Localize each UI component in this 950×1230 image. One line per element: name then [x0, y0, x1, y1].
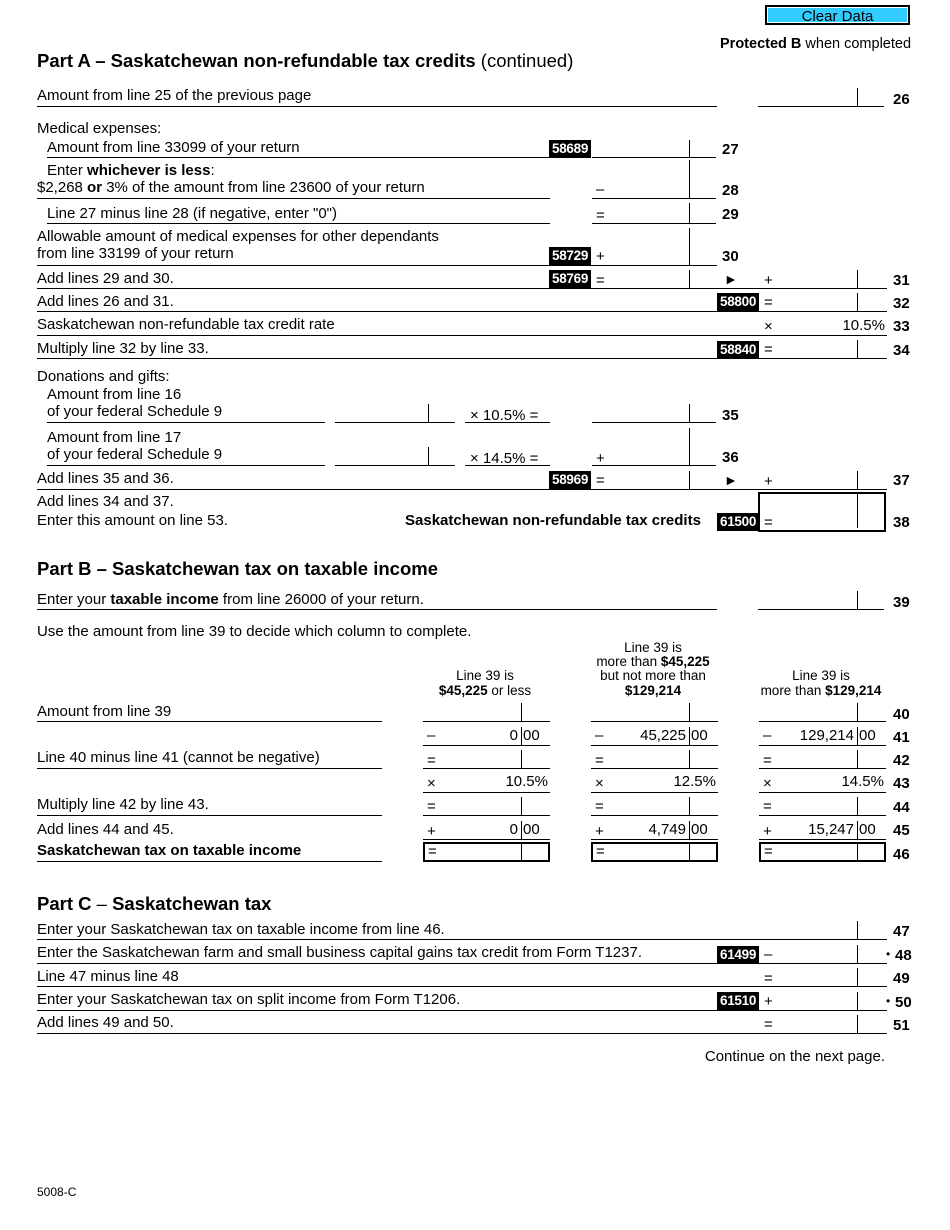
col3-line44-equals: =	[763, 798, 772, 815]
line33-label: Saskatchewan non-refundable tax credit rate	[37, 316, 335, 333]
line37-amount-input[interactable]	[778, 471, 860, 491]
line26-label: Amount from line 25 of the previous page	[37, 87, 312, 104]
col2-line45-dollars: 4,749	[648, 821, 686, 838]
col3-line43-times: ×	[763, 775, 772, 792]
line33-times-sign: ×	[764, 318, 773, 335]
col2-heading-2: more than $45,225	[596, 654, 710, 669]
col1-line41-cents: 00	[523, 727, 540, 744]
col1-line42-input[interactable]	[440, 750, 524, 770]
line-number-39: 39	[893, 594, 910, 611]
line37-subtotal-input[interactable]	[610, 471, 692, 491]
code-58969: 58969	[549, 471, 591, 489]
line-number-31: 31	[893, 272, 910, 289]
code-58729: 58729	[549, 247, 591, 265]
line38-amount-input[interactable]	[778, 506, 860, 528]
line30-label-1: Allowable amount of medical expenses for other dependants	[37, 228, 439, 245]
line47-amount-input[interactable]	[778, 921, 860, 941]
col1-line43-times: ×	[427, 775, 436, 792]
line37-label: Add lines 35 and 36.	[37, 470, 174, 487]
line-number-38: 38	[893, 514, 910, 531]
line-number-42: 42	[893, 752, 910, 769]
line39-label: Enter your taxable income from line 26000 of your return.	[37, 591, 424, 608]
continue-next-page: Continue on the next page.	[704, 1048, 885, 1065]
col1-heading-1: Line 39 is	[456, 668, 514, 683]
line36-plus-sign: +	[596, 450, 605, 467]
line49-amount-input[interactable]	[778, 968, 860, 988]
part-b-title: Part B – Saskatchewan tax on taxable income	[37, 558, 438, 579]
part-a-title: Part A – Saskatchewan non-refundable tax credits (continued)	[37, 50, 574, 71]
line-number-26: 26	[893, 91, 910, 108]
line35-amount-input[interactable]	[594, 404, 692, 424]
code-61499: 61499	[717, 946, 759, 964]
line-number-43: 43	[893, 775, 910, 792]
col3-heading-2: more than $129,214	[760, 683, 882, 698]
line37-plus-sign: +	[764, 473, 773, 490]
line37-arrow-icon: ►	[724, 472, 738, 488]
col2-line44-equals: =	[595, 798, 604, 815]
line40-label: Amount from line 39	[37, 703, 172, 720]
line32-equals-sign: =	[764, 294, 773, 311]
line31-arrow-icon: ►	[724, 271, 738, 287]
col1-line46-equals: =	[428, 843, 437, 860]
line-number-40: 40	[893, 706, 910, 723]
code-58769: 58769	[549, 270, 591, 288]
line28-minus-sign: –	[596, 181, 605, 198]
col2-heading-4: $129,214	[624, 683, 682, 698]
line28-label-1: Enter whichever is less:	[47, 162, 215, 179]
line36-rate: × 14.5% =	[470, 450, 539, 467]
form-number: 5008-C	[37, 1185, 77, 1199]
col3-line41-cents: 00	[859, 727, 876, 744]
line46-label: Saskatchewan tax on taxable income	[37, 842, 302, 859]
col3-line41-minus: –	[763, 727, 772, 744]
line36-label-2: of your federal Schedule 9	[47, 446, 223, 463]
line-number-48: 48	[895, 947, 912, 964]
col2-line45-plus: +	[595, 823, 604, 840]
line29-equals-sign: =	[596, 207, 605, 224]
line36-federal-amount-input[interactable]	[337, 447, 431, 467]
col1-line43-rate: 10.5%	[505, 773, 548, 790]
line-number-49: 49	[893, 970, 910, 987]
col2-line42-input[interactable]	[608, 750, 692, 770]
line-number-47: 47	[893, 923, 910, 940]
line42-label: Line 40 minus line 41 (cannot be negative)	[37, 749, 320, 766]
line38-label-2: Enter this amount on line 53.	[37, 512, 228, 529]
line-number-34: 34	[893, 342, 910, 359]
line31-subtotal-input[interactable]	[610, 270, 692, 290]
line-number-45: 45	[893, 822, 910, 839]
col1-heading-2: $45,225 or less	[438, 683, 532, 698]
col1-line44-input[interactable]	[440, 797, 524, 817]
col3-line40-input[interactable]	[761, 703, 860, 723]
part-b-instruction: Use the amount from line 39 to decide which column to complete.	[37, 623, 472, 640]
line32-label: Add lines 26 and 31.	[37, 293, 174, 310]
line34-equals-sign: =	[764, 341, 773, 358]
line35-label-2: of your federal Schedule 9	[47, 403, 223, 420]
col3-line45-plus: +	[763, 823, 772, 840]
line-number-44: 44	[893, 799, 910, 816]
col1-line41-dollars: 0	[509, 727, 518, 744]
line34-amount-input[interactable]	[778, 340, 860, 360]
col2-heading-3: but not more than	[600, 668, 706, 683]
line-number-33: 33	[893, 318, 910, 335]
line-number-28: 28	[722, 182, 739, 199]
line31-label: Add lines 29 and 30.	[37, 270, 174, 287]
col3-line46-input[interactable]	[776, 844, 860, 861]
line-number-41: 41	[893, 729, 910, 746]
col3-line43-rate: 14.5%	[841, 773, 884, 790]
line48-amount-input[interactable]	[778, 945, 860, 965]
line50-label: Enter your Saskatchewan tax on split income from Form T1206.	[37, 991, 461, 1008]
col2-line42-equals: =	[595, 752, 604, 769]
line-number-36: 36	[722, 449, 739, 466]
col1-line45-plus: +	[427, 823, 436, 840]
col2-line45-cents: 00	[691, 821, 708, 838]
col2-line43-rate: 12.5%	[673, 773, 716, 790]
line27-label: Amount from line 33099 of your return	[47, 139, 300, 156]
line38-total-label: Saskatchewan non-refundable tax credits	[405, 512, 701, 529]
line50-plus-sign: +	[764, 993, 773, 1010]
line50-amount-input[interactable]	[778, 992, 860, 1012]
line48-bullet-icon: •	[886, 947, 891, 961]
line37-equals-sign: =	[596, 472, 605, 489]
line30-plus-sign: +	[596, 248, 605, 265]
col1-line45-cents: 00	[523, 821, 540, 838]
line-number-50: 50	[895, 994, 912, 1011]
line30-label-2: from line 33199 of your return	[37, 245, 234, 262]
line45-label: Add lines 44 and 45.	[37, 821, 174, 838]
line-number-29: 29	[722, 206, 739, 223]
line-number-35: 35	[722, 407, 739, 424]
line44-label: Multiply line 42 by line 43.	[37, 796, 209, 813]
line32-amount-input[interactable]	[778, 293, 860, 313]
col2-line41-cents: 00	[691, 727, 708, 744]
protected-b-notice	[720, 36, 911, 52]
code-58689: 58689	[549, 140, 591, 158]
line38-equals-sign: =	[764, 514, 773, 531]
col3-line45-dollars: 15,247	[808, 821, 854, 838]
line31-equals-sign: =	[596, 272, 605, 289]
col1-line42-equals: =	[427, 752, 436, 769]
line51-equals-sign: =	[764, 1016, 773, 1033]
line50-bullet-icon: •	[886, 994, 891, 1008]
medical-expenses-heading: Medical expenses:	[37, 120, 162, 137]
line48-minus-sign: –	[764, 946, 773, 963]
protected-suffix: when completed	[801, 36, 912, 52]
col3-line46-equals: =	[764, 843, 773, 860]
col3-line41-dollars: 129,214	[799, 727, 854, 744]
line36-label-1: Amount from line 17	[47, 429, 182, 446]
col3-line44-input[interactable]	[776, 797, 860, 817]
line26-amount-input[interactable]	[760, 88, 860, 108]
col1-line45-dollars: 0	[509, 821, 518, 838]
line-number-32: 32	[893, 295, 910, 312]
code-58840: 58840	[717, 341, 759, 359]
line49-label: Line 47 minus line 48	[37, 968, 179, 985]
col2-heading-1: Line 39 is	[624, 640, 682, 655]
col3-line42-input[interactable]	[776, 750, 860, 770]
code-61510: 61510	[717, 992, 759, 1010]
code-58800: 58800	[717, 293, 759, 311]
col2-line46-input[interactable]	[608, 844, 692, 861]
line31-amount-input[interactable]	[778, 270, 860, 290]
col1-line41-minus: –	[427, 727, 436, 744]
col2-line40-input[interactable]	[593, 703, 692, 723]
line35-federal-amount-input[interactable]	[337, 404, 431, 424]
line-number-30: 30	[722, 248, 739, 265]
line30-amount-input[interactable]	[610, 247, 692, 267]
col1-line40-input[interactable]	[425, 703, 524, 723]
line47-label: Enter your Saskatchewan tax on taxable income from line 46.	[37, 921, 445, 938]
donations-heading: Donations and gifts:	[37, 368, 170, 385]
col2-line43-times: ×	[595, 775, 604, 792]
line-number-27: 27	[722, 141, 739, 158]
line39-amount-input[interactable]	[760, 591, 860, 611]
col1-line44-equals: =	[427, 798, 436, 815]
col2-line44-input[interactable]	[608, 797, 692, 817]
line31-plus-sign: +	[764, 272, 773, 289]
line36-amount-input[interactable]	[610, 447, 692, 467]
col3-line42-equals: =	[763, 752, 772, 769]
code-61500: 61500	[717, 513, 759, 531]
line35-label-1: Amount from line 16	[47, 386, 182, 403]
protected-b-label: Protected B	[720, 36, 802, 52]
col2-line41-dollars: 45,225	[640, 727, 686, 744]
col2-line46-equals: =	[596, 843, 605, 860]
col2-line41-minus: –	[595, 727, 604, 744]
line38-label-1: Add lines 34 and 37.	[37, 493, 174, 510]
clear-data-button[interactable]: Clear Data	[765, 5, 910, 25]
line29-label: Line 27 minus line 28 (if negative, enter "0")	[47, 205, 337, 222]
line51-amount-input[interactable]	[778, 1015, 860, 1035]
line51-label: Add lines 49 and 50.	[37, 1014, 174, 1031]
line-number-51: 51	[893, 1017, 910, 1034]
line-number-37: 37	[893, 472, 910, 489]
line49-equals-sign: =	[764, 970, 773, 987]
line28-label-2: $2,268 or 3% of the amount from line 23600 of your return	[37, 179, 425, 196]
line48-label: Enter the Saskatchewan farm and small business capital gains tax credit from Form T1237.	[37, 944, 643, 961]
line-number-46: 46	[893, 846, 910, 863]
line35-rate: × 10.5% =	[470, 407, 539, 424]
col3-heading-1: Line 39 is	[792, 668, 850, 683]
col3-line45-cents: 00	[859, 821, 876, 838]
line34-label: Multiply line 32 by line 33.	[37, 340, 209, 357]
line33-rate: 10.5%	[842, 317, 885, 334]
col1-line46-input[interactable]	[440, 844, 524, 861]
part-c-title: Part C – Saskatchewan tax	[37, 893, 272, 914]
